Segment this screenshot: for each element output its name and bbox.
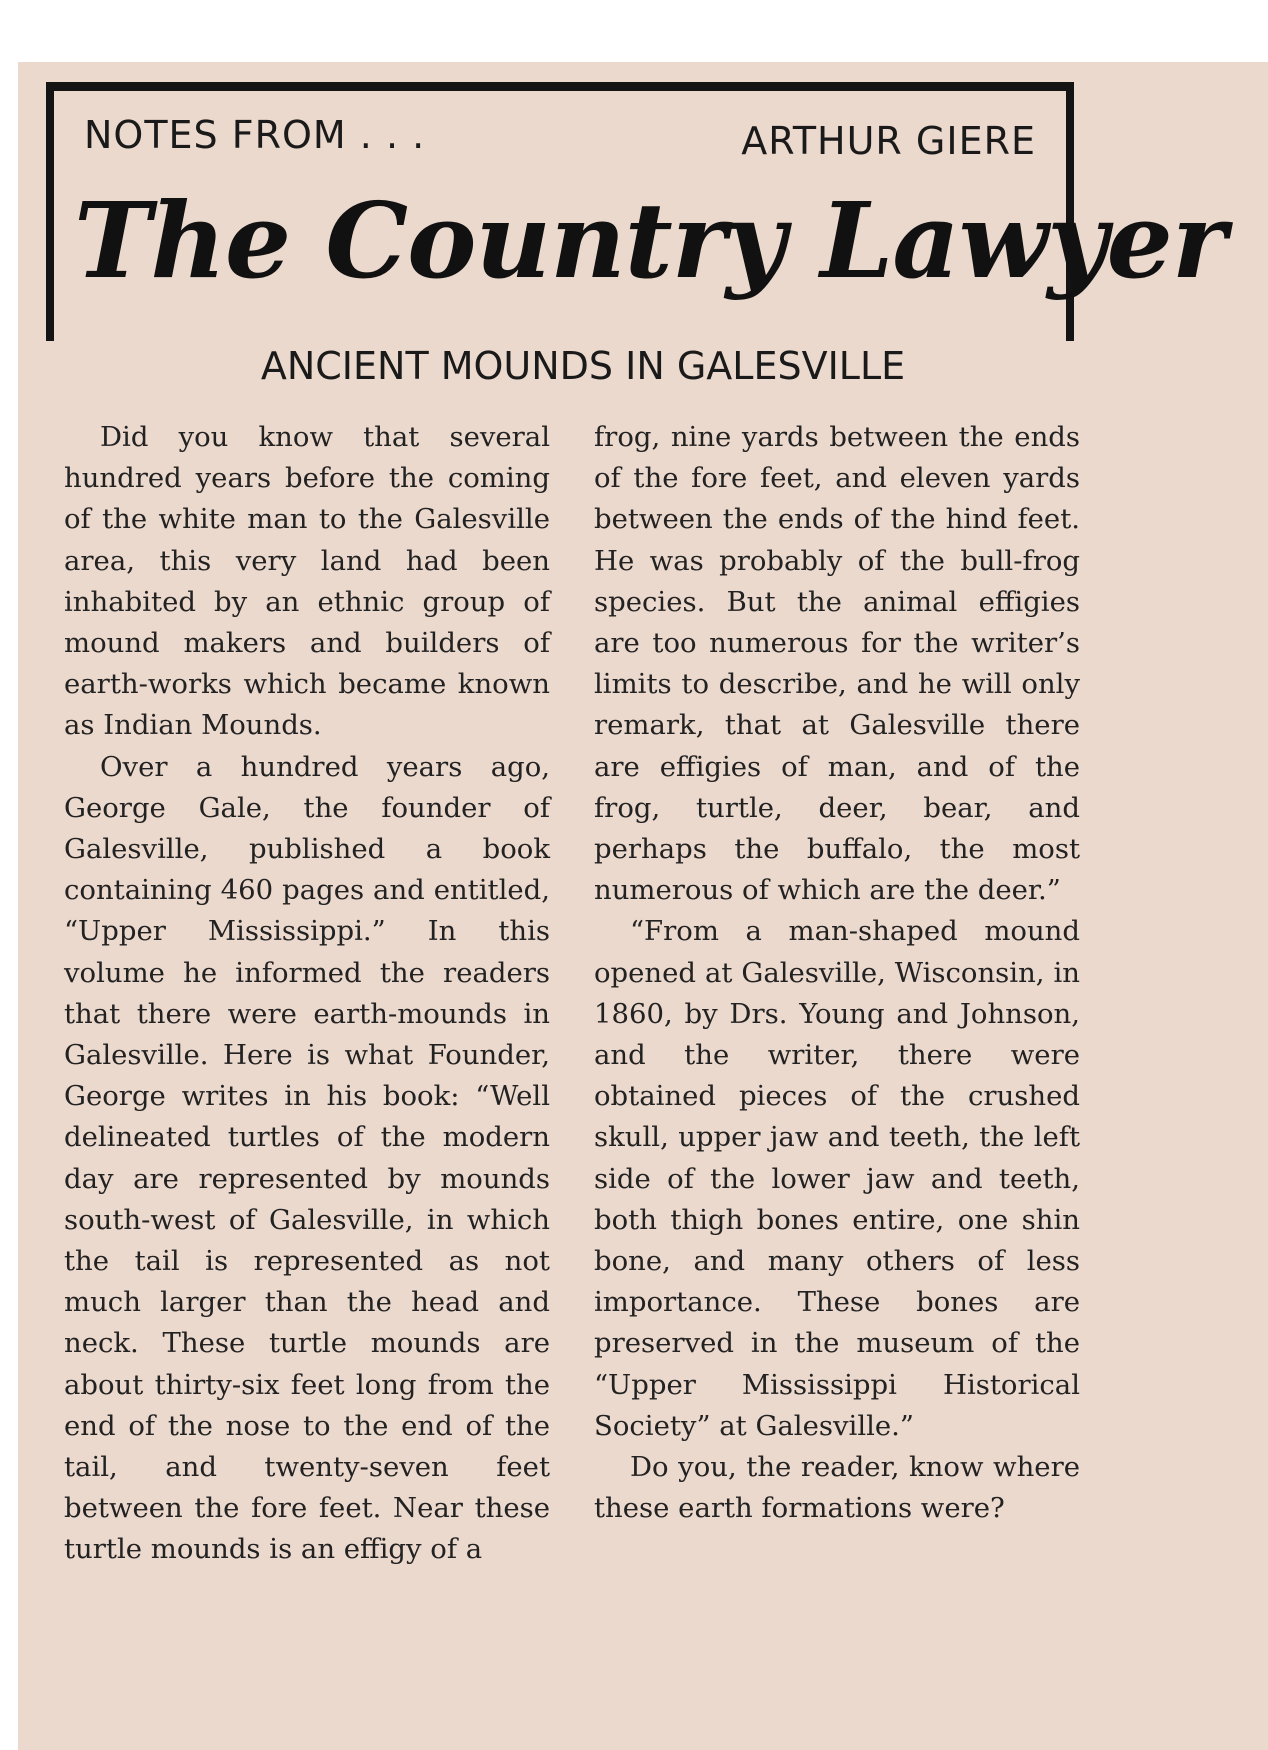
left-column xyxy=(64,417,550,1571)
masthead-title: The Country Lawyer xyxy=(74,179,1226,302)
right-column xyxy=(594,417,1080,1529)
paragraph: Over a hundred years ago, George Gale, the founder of Galesville, published a book containing 460 pages and entitled, “Upper Mississippi.” In this volume he informed the readers that there were earth-mounds in Galesville. Here is what Founder, George writes in his book: “Well delineated turtles of the modern day are represented by mounds south-west of Galesville, in which the tail is represented as not much larger than the head and neck. These turtle mounds are about thirty-six feet long from the end of the nose to the end of the tail, and twenty-seven feet between the fore feet. Near these turtle mounds is an effigy of a xyxy=(64,750,550,1566)
paragraph: “From a man-shaped mound opened at Galesville, Wisconsin, in 1860, by Drs. Young and Johnson, and the writer, there were obtained pieces of the crushed skull, upper jaw and teeth, the left side of the lower jaw and teeth, both thigh bones entire, one shin bone, and many others of less importance. These bones are preserved in the museum of the “Upper Mississippi Historical Society” at Galesville.” xyxy=(594,915,1080,1442)
paragraph: Did you know that several hundred years before the coming of the white man to the Galesville area, this very land had been inhabited by an ethnic group of mound makers and builders of earth-works which became known as Indian Mounds. xyxy=(64,421,550,742)
column-kicker: NOTES FROM . . . xyxy=(84,113,426,157)
masthead-box xyxy=(46,82,1226,341)
paragraph: frog, nine yards between the ends of the fore feet, and eleven yards between the ends of the hind feet. He was probably of the bull-frog species. But the animal effigies are too numerous for the writer’s limits to describe, and he will only remark, that at Galesville there are effigies of man, and of the frog, turtle, deer, bear, and perhaps the buffalo, the most numerous of which are the deer.” xyxy=(594,421,1080,907)
article-headline: ANCIENT MOUNDS IN GALESVILLE xyxy=(260,344,906,388)
newspaper-clipping xyxy=(18,62,1268,1750)
paragraph: Do you, the reader, know where these earth formations were? xyxy=(594,1451,1080,1525)
author-name: ARTHUR GIERE xyxy=(741,119,1036,163)
